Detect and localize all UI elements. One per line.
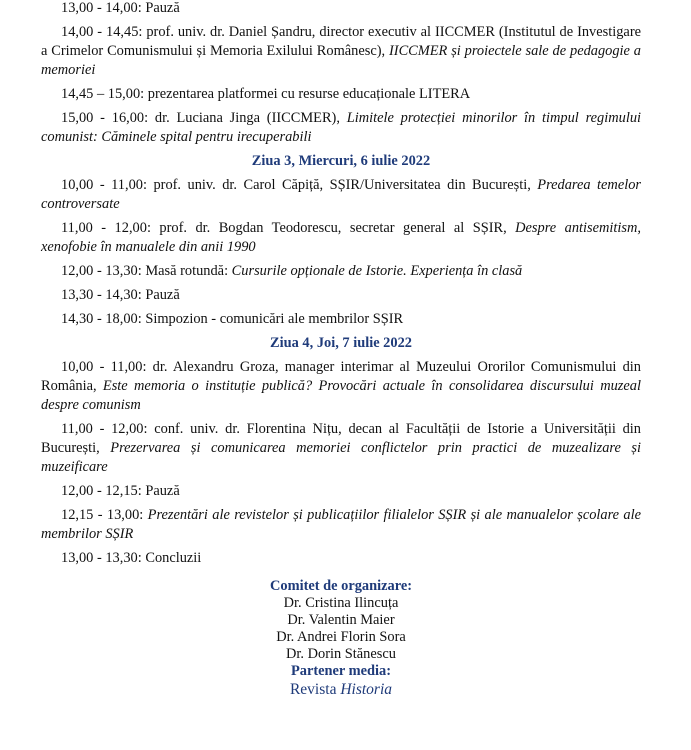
schedule-item [41,262,641,281]
item-title: Cursurile opționale de Istorie. Experiența în clasă [231,263,523,279]
day-heading: Ziua 4, Joi, 7 iulie 2022 [270,335,412,351]
schedule-item [41,420,641,477]
item-time: 14,45 – 15,00: [61,86,148,102]
schedule-item [41,310,641,329]
schedule-item [41,549,641,568]
item-time: 11,00 - 12,00: [61,421,155,437]
partner-italic: Historia [340,681,393,698]
schedule-item [41,176,641,214]
item-title: Este memoria o instituție publică? Provocări actuale în consolidarea discursului muzeal despre comunism [41,378,641,413]
item-time: 10,00 - 11,00: [61,359,153,375]
schedule-item [41,358,641,415]
item-time: 10,00 - 11,00: [61,177,154,193]
item-time: 14,00 - 14,45: [61,24,147,40]
schedule-item [41,85,641,104]
committee-title: Comitet de organizare: [270,578,412,594]
item-time: 13,00 - 13,30: [61,550,146,566]
item-text: Simpozion - comunicări ale membrilor SȘIR [145,311,404,327]
item-text: dr. Alexandru Groza, manager interimar al Muzeului Ororilor Comunismului din România, [41,359,641,394]
schedule-item [41,23,641,80]
item-time: 13,30 - 14,30: [61,287,146,303]
item-text: Pauză [145,483,180,499]
item-text: Pauză [145,287,180,303]
item-text: prof. univ. dr. Daniel Șandru, director executiv al IICCMER (Institutul de Investigare a Crimelor Comunismului și Memoria Exilului Românesc), [41,24,642,59]
program-content [41,0,641,699]
item-title: Prezentări ale revistelor și publicațiilor filialelor SȘIR și ale manualelor școlare ale membrilor SȘIR [41,507,642,542]
item-text: dr. Luciana Jinga (IICCMER), [154,110,347,126]
item-title: IICCMER și proiectele sale de pedagogie a memoriei [41,43,642,78]
committee-member: Dr. Dorin Stănescu [286,646,396,662]
committee-member: Dr. Cristina Ilincuța [283,595,399,611]
partner-prefix: Revista [289,681,341,698]
schedule-item [41,286,641,305]
item-text: prezentarea platformei cu resurse educaționale LITERA [147,86,471,102]
schedule-item [41,109,641,147]
item-title: Despre antisemitism, xenofobie în manualele din anii 1990 [41,220,641,255]
item-title: Predarea temelor controversate [41,177,642,212]
item-time: 11,00 - 12,00: [61,220,160,236]
item-time: 12,00 - 13,30: [61,263,146,279]
media-partner-name [41,680,641,699]
item-title: Limitele protecției minorilor în timpul regimului comunist: Căminele spital pentru irecuperabili [41,110,642,145]
item-text: conf. univ. dr. Florentina Nițu, decan al Facultății de Istorie a Universității din București, [41,421,641,456]
item-text: Pauză [145,0,180,16]
committee-member: Dr. Andrei Florin Sora [276,629,406,645]
schedule-item [41,506,641,544]
item-text: prof. univ. dr. Carol Căpiță, SȘIR/Universitatea din București, [153,177,538,193]
item-text: Masă rotundă: [145,263,232,279]
item-time: 14,30 - 18,00: [61,311,146,327]
item-time: 13,00 - 14,00: [61,0,146,16]
item-text: prof. dr. Bogdan Teodorescu, secretar general al SȘIR, [159,220,516,236]
organizing-committee [41,578,641,699]
committee-member: Dr. Valentin Maier [287,612,395,628]
media-partner-title: Partener media: [290,663,392,679]
day-heading: Ziua 3, Miercuri, 6 iulie 2022 [251,153,431,169]
schedule-item [41,219,641,257]
item-time: 12,00 - 12,15: [61,483,146,499]
item-time: 15,00 - 16,00: [61,110,155,126]
schedule-item [41,482,641,501]
item-title: Prezervarea și comunicarea memoriei conflictelor prin practici de muzealizare și muzeificare [41,440,641,475]
schedule-item [41,0,641,18]
item-time: 12,15 - 13,00: [61,507,148,523]
item-text: Concluzii [145,550,202,566]
